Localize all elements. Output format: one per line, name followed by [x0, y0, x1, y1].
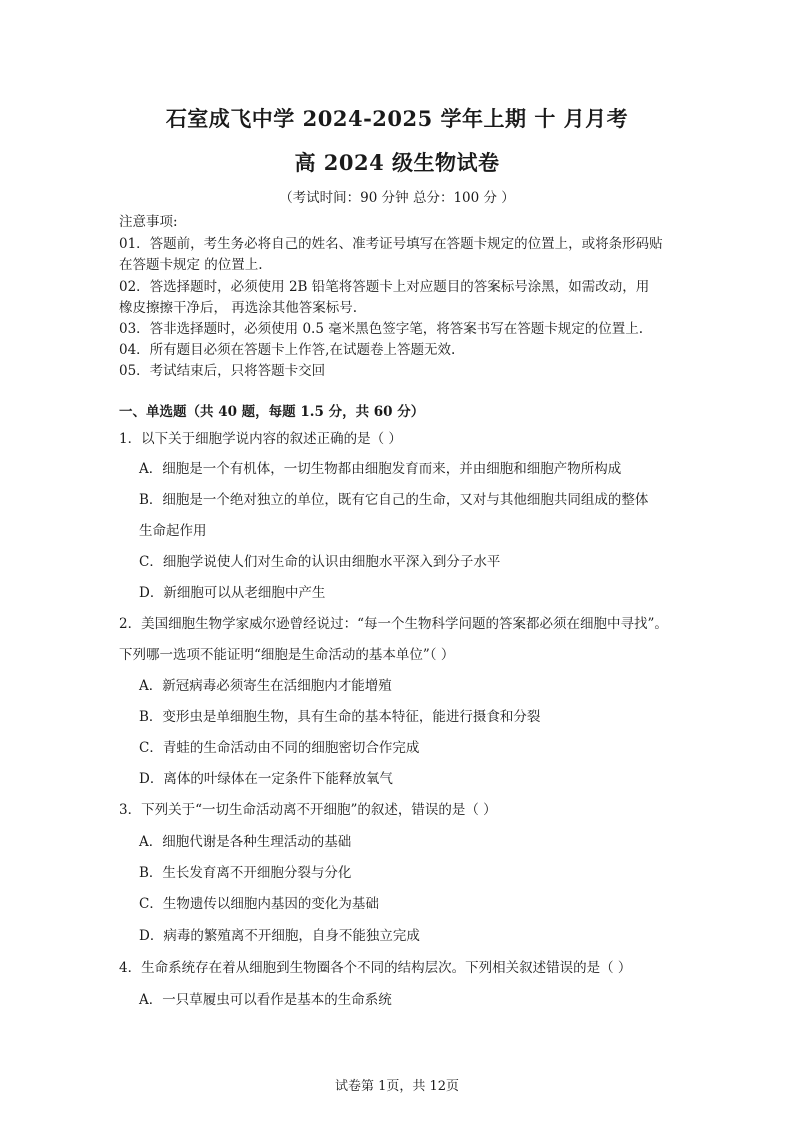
question-stem: 3．下列关于“一切生命活动离不开细胞”的叙述，错误的是（ ） [119, 802, 497, 818]
question-stem: 1．以下关于细胞学说内容的叙述正确的是（ ） [119, 431, 402, 447]
question-option: B．变形虫是单细胞生物，具有生命的基本特征，能进行摄食和分裂 [139, 709, 541, 725]
question-option: B．细胞是一个绝对独立的单位，既有它自己的生命，又对与其他细胞共同组成的整体 [139, 492, 649, 508]
question-option: D．离体的叶绿体在一定条件下能释放氧气 [139, 771, 393, 787]
question-stem: 2．美国细胞生物学家威尔逊曾经说过：“每一个生物科学问题的答案都必须在细胞中寻找”。 [119, 616, 668, 632]
question-option: C．细胞学说使人们对生命的认识由细胞水平深入到分子水平 [139, 554, 501, 570]
notice-line: 在答题卡规定 的位置上. [119, 257, 263, 273]
question-option: B．生长发育离不开细胞分裂与分化 [139, 865, 352, 881]
question-option: A．细胞代谢是各种生理活动的基础 [139, 834, 352, 850]
question-option: C．青蛙的生命活动由不同的细胞密切合作完成 [139, 740, 420, 756]
question-stem: 4．生命系统存在着从细胞到生物圈各个不同的结构层次。下列相关叙述错误的是（ ） [119, 960, 632, 976]
page-footer: 试卷第 1页，共 12页 [334, 1079, 460, 1094]
question-option: C．生物遗传以细胞内基因的变化为基础 [139, 896, 379, 912]
question-option: A．一只草履虫可以看作是基本的生命系统 [139, 992, 392, 1008]
exam-info: （考试时间：90 分钟 总分：100 分 ） [279, 190, 515, 206]
notice-line: 03．答非选择题时，必须使用 0.5 毫米黑色签字笔，将答案书写在答题卡规定的位置上. [119, 321, 644, 337]
question-option: A．新冠病毒必须寄生在活细胞内才能增殖 [139, 678, 392, 694]
question-option: D．新细胞可以从老细胞中产生 [139, 585, 326, 601]
notice-line: 01．答题前，考生务必将自己的姓名、准考证号填写在答题卡规定的位置上，或将条形码贴 [119, 236, 663, 252]
question-option-continuation: 生命起作用 [139, 523, 207, 539]
exam-title: 石室成飞中学 2024-2025 学年上期 十 月月考 [165, 106, 629, 131]
question-option: A．细胞是一个有机体，一切生物都由细胞发育而来，并由细胞和细胞产物所构成 [139, 461, 622, 477]
notice-line: 橡皮擦擦干净后， 再选涂其他答案标号. [119, 300, 358, 316]
question-option: D．病毒的繁殖离不开细胞，自身不能独立完成 [139, 928, 420, 944]
question-stem: 下列哪一选项不能证明“细胞是生命活动的基本单位”（ ） [119, 647, 455, 663]
notice-line: 04．所有题目必须在答题卡上作答,在试题卷上答题无效. [119, 342, 456, 358]
notice-heading: 注意事项: [119, 214, 178, 230]
notice-line: 02．答选择题时，必须使用 2B 铅笔将答题卡上对应题目的答案标号涂黑，如需改动，用 [119, 279, 650, 295]
section-title: 一、单选题（共 40 题，每题 1.5 分，共 60 分） [119, 404, 425, 420]
exam-subtitle: 高 2024 级生物试卷 [294, 150, 500, 175]
notice-line: 05．考试结束后，只将答题卡交回 [119, 363, 326, 379]
